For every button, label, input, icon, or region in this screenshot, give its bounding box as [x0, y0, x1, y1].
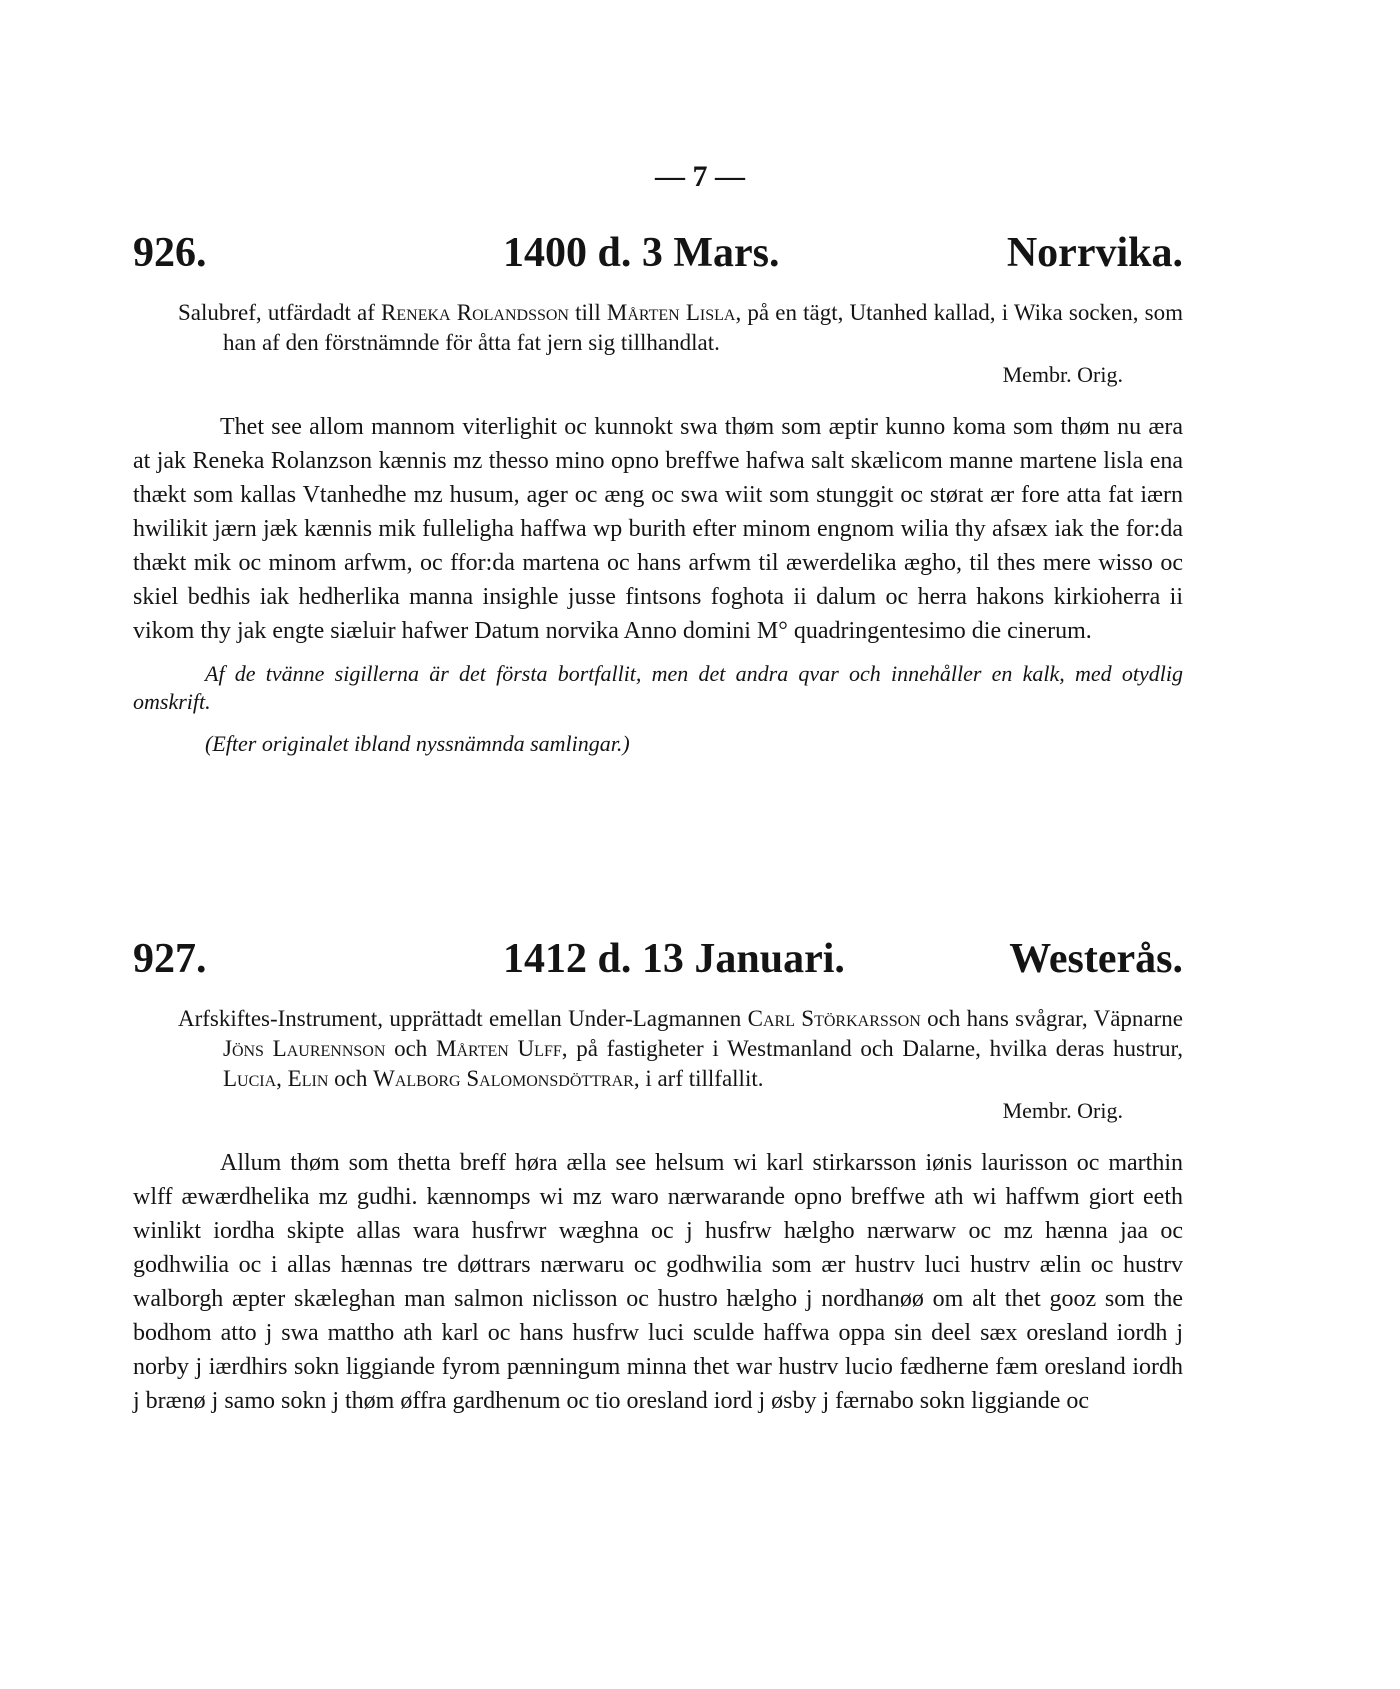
entry-date: 1400 d. 3 Mars.	[503, 230, 780, 276]
entry-place: Westerås.	[1009, 936, 1183, 982]
entry-summary: Arfskiftes-Instrument, upprättadt emellan Under-Lagmannen Carl Störkarsson och hans svågrar, Väpnarne Jöns Laurennson och Mårten Ulff, på fastigheter i Westmanland och Dalarne, hvilka deras hustrur, Lucia, Elin och Walborg Salomonsdöttrar, i arf tillfallit.	[178, 1006, 1184, 1091]
page-number: — 7 —	[655, 160, 745, 193]
charter-text: Allum thøm som thetta breff høra ælla see helsum wi karl stirkarsson iønis laurisson oc marthin wlff æwærdhelika mz gudhi. kænnomps wi mz waro nærwarande opno breffwe ath wi haffwm giort eeth winlikt iordha skipte allas wara husfrwr wæghna oc j husfrw hælgho nærwarw oc mz hænna jaa oc godhwilia oc i allas hænnas tre døttrars nærwaru oc godhwilia som ær hustrv luci hustrv ælin oc hustrv walborgh æpter skæleghan man salmon niclisson oc hustro hælgho j nordhanøø om alt thet gooz som the bodhom atto j swa mattho ath karl oc hans husfrw luci sculde haffwa oppa sin deel sæx oresland iordh j norby j iærdhirs sokn liggiande fyrom pænningum minna thet war hustrv lucio fædherne fæm oresland iordh j brænø j samo sokn j thøm øffra gardhenum oc tio oresland iord j øsby j færnabo sokn liggiande oc	[133, 1150, 1183, 1414]
entry-number: 926.	[133, 230, 207, 276]
entry-number: 927.	[133, 936, 207, 982]
entry-place: Norrvika.	[1006, 230, 1183, 276]
source-note: (Efter originalet ibland nyssnämnda samlingar.)	[205, 731, 630, 756]
membr-orig-note: Membr. Orig.	[1002, 362, 1123, 387]
person-name: Elin	[287, 1066, 329, 1091]
entry-date: 1412 d. 13 Januari.	[503, 936, 845, 982]
person-name: Walborg Salomonsdöttrar	[373, 1066, 634, 1091]
person-name: Mårten Lisla	[606, 300, 736, 325]
entry-926	[133, 228, 1183, 758]
person-name: Carl Störkarsson	[747, 1006, 921, 1031]
entry-summary: Salubref, utfärdadt af Reneka Rolandsson till Mårten Lisla, på en tägt, Utanhed kallad, i Wika socken, som han af den förstnämnde för åtta fat jern sig tillhandlat.	[178, 300, 1183, 355]
person-name: Lucia	[223, 1066, 277, 1091]
person-name: Jöns Laurennson	[223, 1036, 386, 1061]
entry-header	[133, 934, 1183, 984]
person-name: Reneka Rolandsson	[381, 300, 569, 325]
membr-orig-note: Membr. Orig.	[1002, 1098, 1123, 1123]
entry-header	[133, 228, 1183, 278]
seal-note: Af de tvänne sigillerna är det första bortfallit, men det andra qvar och innehåller en kalk, med otydlig omskrift.	[133, 661, 1183, 714]
person-name: Mårten Ulff	[436, 1036, 562, 1061]
entry-927	[133, 934, 1183, 1418]
charter-text: Thet see allom mannom viterlighit oc kunnokt swa thøm som æptir kunno koma som thøm nu æra at jak Reneka Rolanzson kænnis mz thesso mino opno breffwe hafwa salt skælicom manne martene lisla ena thækt som kallas Vtanhedhe mz husum, ager oc æng oc swa wiit som stunggit oc størat ær fore atta fat iærn hwilikit jærn jæk kænnis mik fulleligha haffwa wp burith efter minom engnom wilia thy afsæx iak the for:da thækt mik oc minom arfwm, oc ffor:da martena oc hans arfwm til æwerdelika ægho, til thes mere wisso oc skiel bedhis iak hedherlika manna insighle jusse fintsons foghota ii dalum oc herra hakons kirkioherra ii vikom thy jak engte siæluir hafwer Datum norvika Anno domini M° quadringentesimo die cinerum.	[133, 414, 1183, 644]
